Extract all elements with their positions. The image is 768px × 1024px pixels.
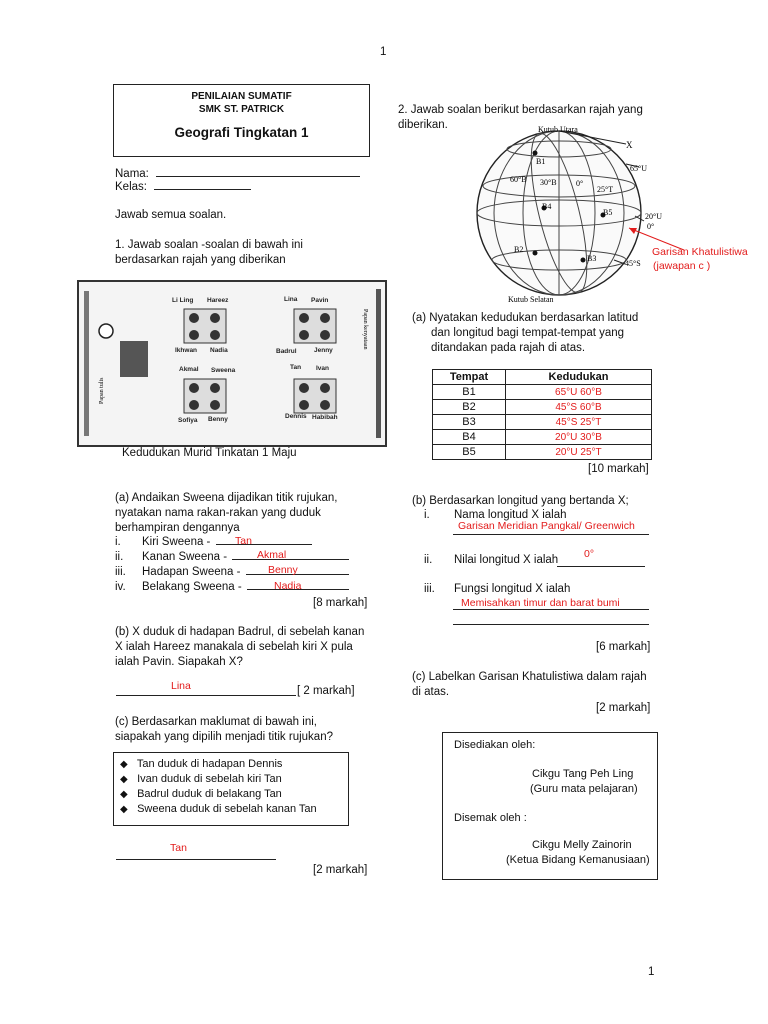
q1a-item-4-num: iv. [115,581,126,593]
kutub-selatan-label: Kutub Selatan [508,295,554,304]
page-number-bottom: 1 [648,966,655,978]
classroom-diagram [76,279,388,448]
seat-pavin: Pavin [311,297,329,304]
checked-role: (Ketua Bidang Kemanusiaan) [506,854,650,866]
diamond-icon: ◆ [120,804,128,815]
q1a-line2: nyatakan nama rakan-rakan yang duduk [115,507,321,519]
q1b-line2: X ialah Hareez manakala di sebelah kiri X pula [115,641,353,653]
lat45s-label: 45°S [625,259,641,268]
lon60b-label: 60°B [510,175,527,184]
q2b-ii-line[interactable] [557,554,645,567]
q1c-bullet-1-text: Tan duduk di hadapan Dennis [136,758,283,770]
q1c-line1: (c) Berdasarkan maklumat di bawah ini, [115,716,317,728]
q2c-line2: di atas. [412,686,450,698]
q2b-ii-num: ii. [424,554,433,566]
q1b-line1: (b) X duduk di hadapan Badrul, di sebelah kanan [115,626,365,638]
q1a-item-2-line[interactable] [232,559,349,560]
seat-nadia: Nadia [210,347,228,354]
b2-label: B2 [514,245,524,254]
q1c-bullet-2 [120,773,282,785]
globe-diagram [466,120,766,305]
q2b-iii-line-2[interactable] [453,612,649,625]
tempat-cell: B5 [433,445,506,460]
kedudukan-cell[interactable]: 45°S 25°T [506,415,652,430]
q2a-marks: [10 markah] [588,463,649,475]
tempat-cell: B3 [433,415,506,430]
q2c-marks: [2 markah] [596,702,651,714]
q1a-item-2-label: Kanan Sweena - [142,551,228,563]
q1a-line3: berhampiran dengannya [115,522,240,534]
prepared-label: Disediakan oleh: [454,739,536,751]
header-line2: SMK ST. PATRICK [198,104,285,115]
nama-label: Nama: [115,168,149,180]
q2a-line1: (a) Nyatakan kedudukan berdasarkan latitud [412,312,639,324]
q1c-bullet-2-text: Ivan duduk di sebelah kiri Tan [137,773,282,785]
tempat-cell: B1 [433,385,506,400]
globe-drawing [466,120,766,305]
lon30b-label: 30°B [540,178,557,187]
seat-tan: Tan [290,364,302,371]
instruction: Jawab semua soalan. [115,209,227,221]
q1a-item-1-answer: Tan [235,535,252,547]
q2b-i-line[interactable] [453,522,649,535]
q1a-item-4-answer: Nadia [274,580,302,592]
diamond-icon: ◆ [120,759,128,770]
q1b-line3: ialah Pavin. Siapakah X? [115,656,243,668]
q1-intro-2: berdasarkan rajah yang diberikan [115,254,286,266]
q1b-answer: Lina [171,680,191,692]
q2b-iii-line-1[interactable] [453,597,649,610]
q1c-bullet-1 [120,758,282,770]
q2b-iii-label: Fungsi longitud X ialah [454,583,571,595]
lon25t-label: 25°T [597,185,614,194]
papan-kenyataan-label: Papan kenyataan [362,309,368,350]
q1c-bullet-4-text: Sweena duduk di sebelah kanan Tan [137,803,317,815]
q1c-answer: Tan [170,842,187,854]
diamond-icon: ◆ [120,789,128,800]
b1-label: B1 [536,157,546,166]
q1c-bullet-4 [120,803,317,815]
q1a-item-2 [115,551,349,563]
q1a-item-3-label: Hadapan Sweena - [142,566,241,578]
lat65u-label: 65°U [630,164,647,173]
table-row [433,415,652,430]
q2c-line1: (c) Labelkan Garisan Khatulistiwa dalam rajah [412,671,647,683]
seat-sweena: Sweena [211,367,236,374]
table-row [433,400,652,415]
seat-sofiya: Sofiya [178,417,198,424]
kedudukan-cell[interactable]: 20°U 30°B [506,430,652,445]
kelas-field [115,181,251,193]
nama-field [115,168,360,180]
x-label: X [626,140,633,150]
kedudukan-table [432,369,652,460]
q2b-i-num: i. [424,509,430,521]
seat-lina: Lina [284,296,298,303]
tempat-cell: B2 [433,400,506,415]
lat0-label: 0° [647,222,655,231]
seat-habibah: Habibah [312,414,338,421]
page-number-top: 1 [380,46,387,58]
q1c-bullet-box [113,752,349,826]
q1a-item-1-label: Kiri Sweena - [142,536,211,548]
diagram-caption: Kedudukan Murid Tinkatan 1 Maju [122,447,297,459]
q2b-iii-answer: Memisahkan timur dan barat bumi [461,597,620,609]
b5-label: B5 [603,208,613,217]
seat-ikhwan: Ikhwan [175,347,198,354]
q2b-ii-label: Nilai longitud X ialah [454,554,559,566]
q1a-item-2-num: ii. [115,551,124,563]
header-box [113,84,370,157]
table-row [433,430,652,445]
seat-akmal: Akmal [179,366,199,373]
q1b-answer-line[interactable] [116,683,296,696]
q1a-item-4 [115,581,349,593]
q2b-line1: (b) Berdasarkan longitud yang bertanda X; [412,495,629,507]
q2b-iii-num: iii. [424,583,435,595]
q1a-item-1-line[interactable] [216,544,312,545]
header-line1: PENILAIAN SUMATIF [191,91,292,102]
q1c-line2: siapakah yang dipilih menjadi titik rujukan? [115,731,333,743]
diamond-icon: ◆ [120,774,128,785]
q1a-marks: [8 markah] [313,597,368,609]
q2a-line2: dan longitud bagi tempat-tempat yang [431,327,625,339]
q1a-line1: (a) Andaikan Sweena dijadikan titik rujukan, [115,492,338,504]
b4-label: B4 [542,202,552,211]
kelas-label: Kelas: [115,181,147,193]
q1b-marks: [ 2 markah] [297,685,355,697]
checked-name: Cikgu Melly Zainorin [532,839,632,851]
q2b-i-label: Nama longitud X ialah [454,509,567,521]
table-row [433,385,652,400]
kelas-line[interactable] [154,189,251,190]
q1a-item-4-label: Belakang Sweena - [142,581,242,593]
classroom-drawing [76,279,388,448]
q1a-item-3 [115,566,349,578]
seat-hareez: Hareez [207,297,229,304]
tempat-cell: B4 [433,430,506,445]
q1a-item-1 [115,536,312,548]
kutub-utara-label: Kutub Utara [538,125,578,134]
khatulistiwa-annotation-1: Garisan Khatulistiwa [652,246,748,258]
b3-label: B3 [587,254,597,263]
table-header-kedudukan: Kedudukan [506,370,652,385]
kedudukan-cell[interactable]: 20°U 25°T [506,445,652,460]
seat-ivan: Ivan [316,365,330,372]
q1c-marks: [2 markah] [313,864,368,876]
q2-intro-2: diberikan. [398,119,448,131]
q1c-bullet-3-text: Badrul duduk di belakang Tan [137,788,282,800]
q1a-item-3-answer: Benny [268,564,298,576]
q2b-ii-answer: 0° [584,548,595,560]
q1-intro-1: 1. Jawab soalan -soalan di bawah ini [115,239,303,251]
q1a-item-1-num: i. [115,536,121,548]
table-row [433,445,652,460]
prepared-role: (Guru mata pelajaran) [530,783,638,795]
header-title: Geografi Tingkatan 1 [174,125,309,140]
khatulistiwa-annotation-2: (jawapan c ) [653,260,711,272]
q1a-item-2-answer: Akmal [257,549,287,561]
q1a-item-3-num: iii. [115,566,126,578]
q2a-line3: ditandakan pada rajah di atas. [431,342,586,354]
seat-badrul: Badrul [276,348,297,355]
q2-intro-1: 2. Jawab soalan berikut berdasarkan rajah yang [398,104,643,116]
seat-jenny: Jenny [314,347,333,354]
q2b-marks: [6 markah] [596,641,651,653]
signoff-box [442,732,658,880]
q2b-i-answer: Garisan Meridian Pangkal/ Greenwich [458,520,635,532]
seat-dennis: Dennis [285,413,307,420]
kedudukan-cell[interactable]: 65°U 60°B [506,385,652,400]
kedudukan-cell[interactable]: 45°S 60°B [506,400,652,415]
table-header-row [433,370,652,385]
nama-line[interactable] [156,176,360,177]
lon0-label: 0° [576,179,584,188]
lat20u-label: 20°U [645,212,662,221]
prepared-name: Cikgu Tang Peh Ling [532,768,634,780]
seat-benny: Benny [208,416,228,423]
q1c-bullet-3 [120,788,282,800]
q1c-answer-line[interactable] [116,847,276,860]
papan-tulis-label: Papan tulis [99,377,105,404]
checked-label: Disemak oleh : [454,812,527,824]
table-header-tempat: Tempat [433,370,506,385]
seat-li-ling: Li Ling [172,297,194,304]
